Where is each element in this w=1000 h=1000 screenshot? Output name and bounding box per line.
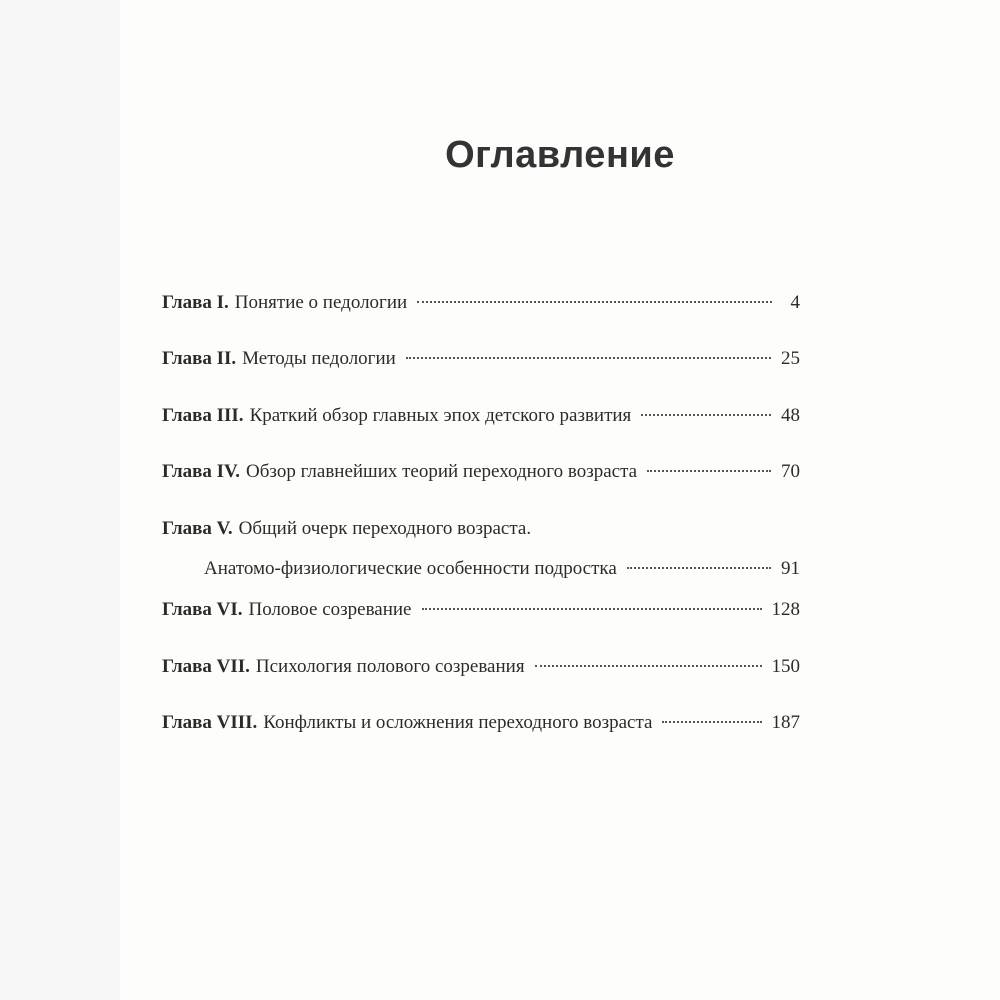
chapter-number: Глава V. <box>162 518 233 539</box>
page-left-margin <box>0 0 120 1000</box>
toc-line <box>162 597 800 623</box>
toc-entry-2 <box>162 346 800 372</box>
dot-leader <box>641 414 771 416</box>
toc-line <box>162 710 800 736</box>
toc-entry-8 <box>162 710 800 736</box>
toc-entry-5 <box>162 516 800 582</box>
book-page <box>120 0 1000 1000</box>
page-number: 48 <box>781 405 800 426</box>
toc-line <box>162 290 800 316</box>
chapter-number: Глава IV. <box>162 461 241 482</box>
toc-entry-7 <box>162 654 800 680</box>
chapter-number: Глава VII. <box>162 656 250 677</box>
toc-entry-1 <box>162 290 800 316</box>
page-number: 128 <box>771 599 800 620</box>
toc-line <box>162 459 800 485</box>
dot-leader <box>535 665 762 667</box>
page-number: 150 <box>771 656 800 677</box>
toc-entry-4 <box>162 459 800 485</box>
chapter-title: Половое созревание <box>248 599 412 620</box>
chapter-title: Методы педологии <box>242 348 396 369</box>
toc-entry-3 <box>162 403 800 429</box>
chapter-title: Понятие о педологии <box>234 292 408 313</box>
chapter-title: Конфликты и осложнения переходного возраста <box>263 712 653 733</box>
toc-line <box>162 516 800 542</box>
chapter-title: Общий очерк переходного возраста. <box>238 518 532 539</box>
chapter-title-continued: Анатомо-физиологические особенности подростка <box>204 558 617 579</box>
dot-leader <box>406 357 771 359</box>
toc-entry-6 <box>162 597 800 623</box>
toc-line-continued <box>162 556 800 582</box>
dot-leader <box>422 608 762 610</box>
page-number: 4 <box>790 292 800 313</box>
chapter-number: Глава VI. <box>162 599 243 620</box>
dot-leader <box>627 567 771 569</box>
chapter-number: Глава II. <box>162 348 237 369</box>
dot-leader <box>662 721 761 723</box>
chapter-number: Глава VIII. <box>162 712 258 733</box>
chapter-title: Психология полового созревания <box>255 656 525 677</box>
chapter-number: Глава I. <box>162 292 229 313</box>
page-number: 91 <box>781 558 800 579</box>
dot-leader <box>417 301 772 303</box>
chapter-title: Краткий обзор главных эпох детского развития <box>249 405 632 426</box>
toc-line <box>162 403 800 429</box>
toc-line <box>162 346 800 372</box>
chapter-title: Обзор главнейших теорий переходного возраста <box>246 461 638 482</box>
dot-leader <box>647 470 771 472</box>
page-title: Оглавление <box>445 134 675 176</box>
chapter-number: Глава III. <box>162 405 244 426</box>
page-number: 70 <box>781 461 800 482</box>
page-number: 25 <box>781 348 800 369</box>
toc-line <box>162 654 800 680</box>
page-number: 187 <box>771 712 800 733</box>
